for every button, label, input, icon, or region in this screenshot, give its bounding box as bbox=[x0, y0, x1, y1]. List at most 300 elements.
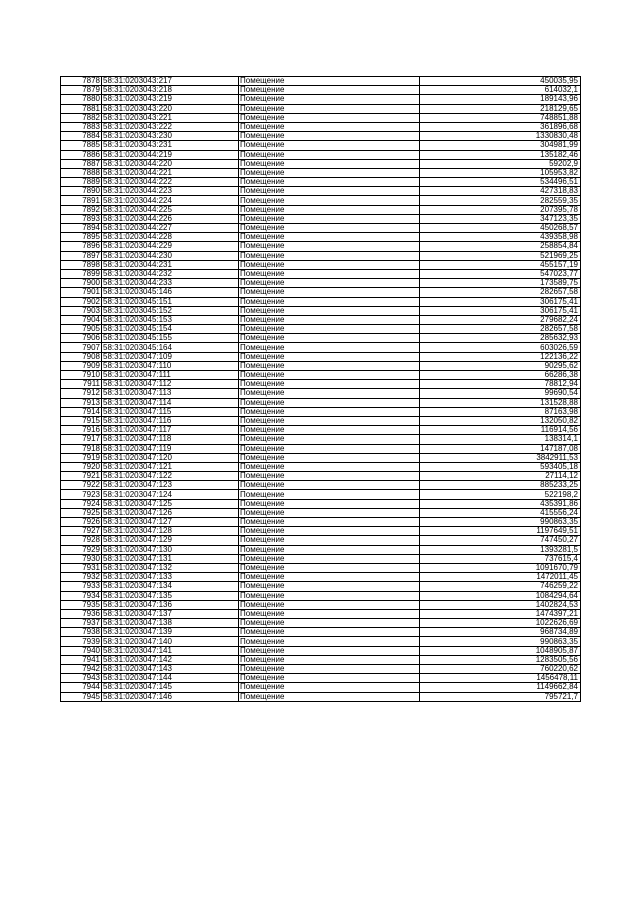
value-cell: 415556,24 bbox=[420, 508, 581, 517]
table-row bbox=[61, 269, 581, 278]
table-row bbox=[61, 168, 581, 177]
value-cell: 173589,75 bbox=[420, 279, 581, 288]
value-cell: 27114,12 bbox=[420, 472, 581, 481]
table-row bbox=[61, 582, 581, 591]
cadastral-number-cell: 58:31:0203043:230 bbox=[102, 132, 239, 141]
table-row bbox=[61, 674, 581, 683]
cadastral-number-cell: 58:31:0203047:132 bbox=[102, 563, 239, 572]
object-type-cell: Помещение bbox=[239, 600, 420, 609]
table-row bbox=[61, 288, 581, 297]
value-cell: 795721,7 bbox=[420, 692, 581, 701]
object-type-cell: Помещение bbox=[239, 113, 420, 122]
table-row bbox=[61, 646, 581, 655]
row-number-cell: 7920 bbox=[61, 462, 102, 471]
table-row bbox=[61, 113, 581, 122]
value-cell: 59202,9 bbox=[420, 159, 581, 168]
value-cell: 747450,27 bbox=[420, 536, 581, 545]
object-type-cell: Помещение bbox=[239, 518, 420, 527]
cadastral-number-cell: 58:31:0203047:144 bbox=[102, 674, 239, 683]
row-number-cell: 7910 bbox=[61, 371, 102, 380]
table-row bbox=[61, 655, 581, 664]
table-row bbox=[61, 205, 581, 214]
table-row bbox=[61, 352, 581, 361]
table-row bbox=[61, 141, 581, 150]
row-number-cell: 7881 bbox=[61, 104, 102, 113]
object-type-cell: Помещение bbox=[239, 361, 420, 370]
table-row bbox=[61, 416, 581, 425]
object-type-cell: Помещение bbox=[239, 407, 420, 416]
row-number-cell: 7905 bbox=[61, 325, 102, 334]
row-number-cell: 7911 bbox=[61, 380, 102, 389]
object-type-cell: Помещение bbox=[239, 260, 420, 269]
cadastral-number-cell: 58:31:0203047:145 bbox=[102, 683, 239, 692]
row-number-cell: 7918 bbox=[61, 444, 102, 453]
cadastral-number-cell: 58:31:0203047:142 bbox=[102, 655, 239, 664]
cadastral-number-cell: 58:31:0203044:229 bbox=[102, 242, 239, 251]
object-type-cell: Помещение bbox=[239, 150, 420, 159]
value-cell: 1084294,64 bbox=[420, 591, 581, 600]
table-row bbox=[61, 251, 581, 260]
table-row bbox=[61, 508, 581, 517]
cadastral-number-cell: 58:31:0203047:134 bbox=[102, 582, 239, 591]
cadastral-number-cell: 58:31:0203047:140 bbox=[102, 637, 239, 646]
cadastral-number-cell: 58:31:0203044:232 bbox=[102, 269, 239, 278]
table-row bbox=[61, 224, 581, 233]
value-cell: 593405,18 bbox=[420, 462, 581, 471]
table-row bbox=[61, 453, 581, 462]
cadastral-number-cell: 58:31:0203044:233 bbox=[102, 279, 239, 288]
row-number-cell: 7924 bbox=[61, 499, 102, 508]
cadastral-number-cell: 58:31:0203044:221 bbox=[102, 168, 239, 177]
value-cell: 99690,54 bbox=[420, 389, 581, 398]
value-cell: 968734,89 bbox=[420, 628, 581, 637]
cadastral-number-cell: 58:31:0203047:113 bbox=[102, 389, 239, 398]
object-type-cell: Помещение bbox=[239, 453, 420, 462]
table-row bbox=[61, 159, 581, 168]
table-row bbox=[61, 279, 581, 288]
row-number-cell: 7885 bbox=[61, 141, 102, 150]
value-cell: 1474397,21 bbox=[420, 609, 581, 618]
cadastral-number-cell: 58:31:0203047:120 bbox=[102, 453, 239, 462]
value-cell: 1393281,5 bbox=[420, 545, 581, 554]
cadastral-number-cell: 58:31:0203047:117 bbox=[102, 426, 239, 435]
cadastral-number-cell: 58:31:0203044:231 bbox=[102, 260, 239, 269]
object-type-cell: Помещение bbox=[239, 563, 420, 572]
table-row bbox=[61, 398, 581, 407]
table-row bbox=[61, 527, 581, 536]
object-type-cell: Помещение bbox=[239, 269, 420, 278]
object-type-cell: Помещение bbox=[239, 233, 420, 242]
row-number-cell: 7940 bbox=[61, 646, 102, 655]
table-row bbox=[61, 150, 581, 159]
value-cell: 90295,62 bbox=[420, 361, 581, 370]
table-row bbox=[61, 297, 581, 306]
object-type-cell: Помещение bbox=[239, 334, 420, 343]
row-number-cell: 7913 bbox=[61, 398, 102, 407]
value-cell: 132050,82 bbox=[420, 416, 581, 425]
table-row bbox=[61, 407, 581, 416]
value-cell: 78812,94 bbox=[420, 380, 581, 389]
value-cell: 455157,19 bbox=[420, 260, 581, 269]
cadastral-number-cell: 58:31:0203047:136 bbox=[102, 600, 239, 609]
table-row bbox=[61, 563, 581, 572]
table-row bbox=[61, 554, 581, 563]
value-cell: 1456478,11 bbox=[420, 674, 581, 683]
table-row bbox=[61, 196, 581, 205]
cadastral-number-cell: 58:31:0203043:222 bbox=[102, 122, 239, 131]
row-number-cell: 7922 bbox=[61, 481, 102, 490]
table-row bbox=[61, 591, 581, 600]
object-type-cell: Помещение bbox=[239, 499, 420, 508]
object-type-cell: Помещение bbox=[239, 279, 420, 288]
object-type-cell: Помещение bbox=[239, 205, 420, 214]
cadastral-number-cell: 58:31:0203044:228 bbox=[102, 233, 239, 242]
cadastral-number-cell: 58:31:0203047:135 bbox=[102, 591, 239, 600]
row-number-cell: 7901 bbox=[61, 288, 102, 297]
object-type-cell: Помещение bbox=[239, 536, 420, 545]
value-cell: 1472011,45 bbox=[420, 573, 581, 582]
row-number-cell: 7939 bbox=[61, 637, 102, 646]
row-number-cell: 7898 bbox=[61, 260, 102, 269]
cadastral-number-cell: 58:31:0203043:218 bbox=[102, 86, 239, 95]
cadastral-number-cell: 58:31:0203047:138 bbox=[102, 619, 239, 628]
cadastral-number-cell: 58:31:0203047:125 bbox=[102, 499, 239, 508]
cadastral-number-cell: 58:31:0203047:141 bbox=[102, 646, 239, 655]
object-type-cell: Помещение bbox=[239, 527, 420, 536]
row-number-cell: 7935 bbox=[61, 600, 102, 609]
value-cell: 760220,62 bbox=[420, 665, 581, 674]
row-number-cell: 7923 bbox=[61, 490, 102, 499]
cadastral-number-cell: 58:31:0203045:151 bbox=[102, 297, 239, 306]
cadastral-number-cell: 58:31:0203047:118 bbox=[102, 435, 239, 444]
table-row bbox=[61, 472, 581, 481]
value-cell: 87163,98 bbox=[420, 407, 581, 416]
value-cell: 306175,41 bbox=[420, 306, 581, 315]
object-type-cell: Помещение bbox=[239, 306, 420, 315]
row-number-cell: 7878 bbox=[61, 77, 102, 86]
value-cell: 1330830,48 bbox=[420, 132, 581, 141]
object-type-cell: Помещение bbox=[239, 444, 420, 453]
row-number-cell: 7930 bbox=[61, 554, 102, 563]
object-type-cell: Помещение bbox=[239, 122, 420, 131]
table-row bbox=[61, 77, 581, 86]
table-row bbox=[61, 462, 581, 471]
value-cell: 1091670,79 bbox=[420, 563, 581, 572]
object-type-cell: Помещение bbox=[239, 251, 420, 260]
row-number-cell: 7891 bbox=[61, 196, 102, 205]
cadastral-number-cell: 58:31:0203047:111 bbox=[102, 371, 239, 380]
row-number-cell: 7892 bbox=[61, 205, 102, 214]
value-cell: 439358,98 bbox=[420, 233, 581, 242]
cadastral-number-cell: 58:31:0203047:137 bbox=[102, 609, 239, 618]
row-number-cell: 7884 bbox=[61, 132, 102, 141]
object-type-cell: Помещение bbox=[239, 343, 420, 352]
value-cell: 105953,82 bbox=[420, 168, 581, 177]
object-type-cell: Помещение bbox=[239, 646, 420, 655]
object-type-cell: Помещение bbox=[239, 462, 420, 471]
value-cell: 427318,83 bbox=[420, 187, 581, 196]
value-cell: 450035,95 bbox=[420, 77, 581, 86]
object-type-cell: Помещение bbox=[239, 325, 420, 334]
row-number-cell: 7912 bbox=[61, 389, 102, 398]
object-type-cell: Помещение bbox=[239, 416, 420, 425]
row-number-cell: 7925 bbox=[61, 508, 102, 517]
cadastral-number-cell: 58:31:0203047:126 bbox=[102, 508, 239, 517]
row-number-cell: 7882 bbox=[61, 113, 102, 122]
value-cell: 1402824,53 bbox=[420, 600, 581, 609]
table-row bbox=[61, 260, 581, 269]
row-number-cell: 7945 bbox=[61, 692, 102, 701]
row-number-cell: 7895 bbox=[61, 233, 102, 242]
value-cell: 189143,96 bbox=[420, 95, 581, 104]
value-cell: 138314,1 bbox=[420, 435, 581, 444]
value-cell: 116914,56 bbox=[420, 426, 581, 435]
cadastral-number-cell: 58:31:0203047:122 bbox=[102, 472, 239, 481]
cadastral-number-cell: 58:31:0203047:123 bbox=[102, 481, 239, 490]
cadastral-number-cell: 58:31:0203047:110 bbox=[102, 361, 239, 370]
value-cell: 1048905,87 bbox=[420, 646, 581, 655]
value-cell: 521969,25 bbox=[420, 251, 581, 260]
value-cell: 282559,35 bbox=[420, 196, 581, 205]
row-number-cell: 7933 bbox=[61, 582, 102, 591]
object-type-cell: Помещение bbox=[239, 435, 420, 444]
table-row bbox=[61, 86, 581, 95]
row-number-cell: 7904 bbox=[61, 315, 102, 324]
row-number-cell: 7890 bbox=[61, 187, 102, 196]
value-cell: 522198,2 bbox=[420, 490, 581, 499]
cadastral-number-cell: 58:31:0203047:133 bbox=[102, 573, 239, 582]
value-cell: 450268,57 bbox=[420, 224, 581, 233]
cadastral-number-cell: 58:31:0203047:131 bbox=[102, 554, 239, 563]
cadastral-number-cell: 58:31:0203044:225 bbox=[102, 205, 239, 214]
cadastral-number-cell: 58:31:0203044:219 bbox=[102, 150, 239, 159]
value-cell: 1197649,51 bbox=[420, 527, 581, 536]
row-number-cell: 7917 bbox=[61, 435, 102, 444]
row-number-cell: 7934 bbox=[61, 591, 102, 600]
object-type-cell: Помещение bbox=[239, 104, 420, 113]
table-row bbox=[61, 380, 581, 389]
object-type-cell: Помещение bbox=[239, 214, 420, 223]
value-cell: 603026,59 bbox=[420, 343, 581, 352]
object-type-cell: Помещение bbox=[239, 242, 420, 251]
object-type-cell: Помещение bbox=[239, 389, 420, 398]
property-table bbox=[60, 76, 581, 702]
object-type-cell: Помещение bbox=[239, 628, 420, 637]
value-cell: 122136,22 bbox=[420, 352, 581, 361]
row-number-cell: 7938 bbox=[61, 628, 102, 637]
cadastral-number-cell: 58:31:0203044:220 bbox=[102, 159, 239, 168]
value-cell: 614032,1 bbox=[420, 86, 581, 95]
table-row bbox=[61, 545, 581, 554]
table-row bbox=[61, 665, 581, 674]
cadastral-number-cell: 58:31:0203044:223 bbox=[102, 187, 239, 196]
object-type-cell: Помещение bbox=[239, 352, 420, 361]
cadastral-number-cell: 58:31:0203047:115 bbox=[102, 407, 239, 416]
value-cell: 258854,84 bbox=[420, 242, 581, 251]
table-row bbox=[61, 518, 581, 527]
value-cell: 285632,93 bbox=[420, 334, 581, 343]
cadastral-number-cell: 58:31:0203045:155 bbox=[102, 334, 239, 343]
object-type-cell: Помещение bbox=[239, 665, 420, 674]
cadastral-number-cell: 58:31:0203047:114 bbox=[102, 398, 239, 407]
row-number-cell: 7888 bbox=[61, 168, 102, 177]
cadastral-number-cell: 58:31:0203047:143 bbox=[102, 665, 239, 674]
cadastral-number-cell: 58:31:0203047:139 bbox=[102, 628, 239, 637]
table-row bbox=[61, 122, 581, 131]
table-row bbox=[61, 628, 581, 637]
object-type-cell: Помещение bbox=[239, 132, 420, 141]
object-type-cell: Помещение bbox=[239, 674, 420, 683]
cadastral-number-cell: 58:31:0203043:221 bbox=[102, 113, 239, 122]
value-cell: 435391,86 bbox=[420, 499, 581, 508]
cadastral-number-cell: 58:31:0203047:116 bbox=[102, 416, 239, 425]
value-cell: 534496,51 bbox=[420, 178, 581, 187]
object-type-cell: Помещение bbox=[239, 508, 420, 517]
value-cell: 131528,88 bbox=[420, 398, 581, 407]
row-number-cell: 7889 bbox=[61, 178, 102, 187]
cadastral-number-cell: 58:31:0203043:231 bbox=[102, 141, 239, 150]
value-cell: 990863,35 bbox=[420, 637, 581, 646]
table-row bbox=[61, 178, 581, 187]
table-row bbox=[61, 481, 581, 490]
cadastral-number-cell: 58:31:0203047:121 bbox=[102, 462, 239, 471]
row-number-cell: 7927 bbox=[61, 527, 102, 536]
table-row bbox=[61, 435, 581, 444]
row-number-cell: 7914 bbox=[61, 407, 102, 416]
value-cell: 282657,58 bbox=[420, 288, 581, 297]
row-number-cell: 7880 bbox=[61, 95, 102, 104]
object-type-cell: Помещение bbox=[239, 426, 420, 435]
row-number-cell: 7907 bbox=[61, 343, 102, 352]
table-row bbox=[61, 104, 581, 113]
object-type-cell: Помещение bbox=[239, 187, 420, 196]
cadastral-number-cell: 58:31:0203047:124 bbox=[102, 490, 239, 499]
value-cell: 218129,65 bbox=[420, 104, 581, 113]
table-row bbox=[61, 334, 581, 343]
row-number-cell: 7941 bbox=[61, 655, 102, 664]
row-number-cell: 7919 bbox=[61, 453, 102, 462]
row-number-cell: 7916 bbox=[61, 426, 102, 435]
value-cell: 547023,77 bbox=[420, 269, 581, 278]
cadastral-number-cell: 58:31:0203047:146 bbox=[102, 692, 239, 701]
value-cell: 282657,58 bbox=[420, 325, 581, 334]
object-type-cell: Помещение bbox=[239, 554, 420, 563]
table-row bbox=[61, 371, 581, 380]
row-number-cell: 7894 bbox=[61, 224, 102, 233]
cadastral-number-cell: 58:31:0203043:217 bbox=[102, 77, 239, 86]
value-cell: 1022626,69 bbox=[420, 619, 581, 628]
cadastral-number-cell: 58:31:0203047:128 bbox=[102, 527, 239, 536]
cadastral-number-cell: 58:31:0203044:227 bbox=[102, 224, 239, 233]
row-number-cell: 7902 bbox=[61, 297, 102, 306]
row-number-cell: 7944 bbox=[61, 683, 102, 692]
table-row bbox=[61, 444, 581, 453]
table-row bbox=[61, 242, 581, 251]
cadastral-number-cell: 58:31:0203044:224 bbox=[102, 196, 239, 205]
object-type-cell: Помещение bbox=[239, 619, 420, 628]
object-type-cell: Помещение bbox=[239, 159, 420, 168]
table-row bbox=[61, 573, 581, 582]
table-row bbox=[61, 214, 581, 223]
table-row bbox=[61, 132, 581, 141]
cadastral-number-cell: 58:31:0203044:226 bbox=[102, 214, 239, 223]
row-number-cell: 7928 bbox=[61, 536, 102, 545]
row-number-cell: 7942 bbox=[61, 665, 102, 674]
value-cell: 304981,99 bbox=[420, 141, 581, 150]
value-cell: 3842911,53 bbox=[420, 453, 581, 462]
cadastral-number-cell: 58:31:0203047:127 bbox=[102, 518, 239, 527]
row-number-cell: 7932 bbox=[61, 573, 102, 582]
cadastral-number-cell: 58:31:0203045:153 bbox=[102, 315, 239, 324]
object-type-cell: Помещение bbox=[239, 297, 420, 306]
object-type-cell: Помещение bbox=[239, 380, 420, 389]
object-type-cell: Помещение bbox=[239, 472, 420, 481]
row-number-cell: 7887 bbox=[61, 159, 102, 168]
table-row bbox=[61, 95, 581, 104]
row-number-cell: 7921 bbox=[61, 472, 102, 481]
table-row bbox=[61, 609, 581, 618]
row-number-cell: 7883 bbox=[61, 122, 102, 131]
object-type-cell: Помещение bbox=[239, 609, 420, 618]
object-type-cell: Помещение bbox=[239, 168, 420, 177]
table-row bbox=[61, 637, 581, 646]
cadastral-number-cell: 58:31:0203047:119 bbox=[102, 444, 239, 453]
value-cell: 1149662,84 bbox=[420, 683, 581, 692]
cadastral-number-cell: 58:31:0203043:219 bbox=[102, 95, 239, 104]
object-type-cell: Помещение bbox=[239, 196, 420, 205]
cadastral-number-cell: 58:31:0203047:129 bbox=[102, 536, 239, 545]
row-number-cell: 7879 bbox=[61, 86, 102, 95]
row-number-cell: 7899 bbox=[61, 269, 102, 278]
object-type-cell: Помещение bbox=[239, 582, 420, 591]
table-row bbox=[61, 233, 581, 242]
value-cell: 66286,38 bbox=[420, 371, 581, 380]
value-cell: 135182,46 bbox=[420, 150, 581, 159]
row-number-cell: 7929 bbox=[61, 545, 102, 554]
row-number-cell: 7937 bbox=[61, 619, 102, 628]
object-type-cell: Помещение bbox=[239, 95, 420, 104]
object-type-cell: Помещение bbox=[239, 224, 420, 233]
row-number-cell: 7886 bbox=[61, 150, 102, 159]
object-type-cell: Помещение bbox=[239, 178, 420, 187]
value-cell: 207395,78 bbox=[420, 205, 581, 214]
row-number-cell: 7896 bbox=[61, 242, 102, 251]
table-row bbox=[61, 343, 581, 352]
value-cell: 990863,35 bbox=[420, 518, 581, 527]
row-number-cell: 7897 bbox=[61, 251, 102, 260]
cadastral-number-cell: 58:31:0203047:130 bbox=[102, 545, 239, 554]
object-type-cell: Помещение bbox=[239, 545, 420, 554]
cadastral-number-cell: 58:31:0203045:154 bbox=[102, 325, 239, 334]
row-number-cell: 7908 bbox=[61, 352, 102, 361]
value-cell: 737615,4 bbox=[420, 554, 581, 563]
object-type-cell: Помещение bbox=[239, 77, 420, 86]
object-type-cell: Помещение bbox=[239, 371, 420, 380]
row-number-cell: 7909 bbox=[61, 361, 102, 370]
table-row bbox=[61, 683, 581, 692]
object-type-cell: Помещение bbox=[239, 683, 420, 692]
row-number-cell: 7903 bbox=[61, 306, 102, 315]
value-cell: 361896,68 bbox=[420, 122, 581, 131]
table-row bbox=[61, 306, 581, 315]
row-number-cell: 7906 bbox=[61, 334, 102, 343]
cadastral-number-cell: 58:31:0203045:146 bbox=[102, 288, 239, 297]
table-row bbox=[61, 536, 581, 545]
table-row bbox=[61, 499, 581, 508]
value-cell: 279682,24 bbox=[420, 315, 581, 324]
cadastral-number-cell: 58:31:0203044:222 bbox=[102, 178, 239, 187]
row-number-cell: 7936 bbox=[61, 609, 102, 618]
